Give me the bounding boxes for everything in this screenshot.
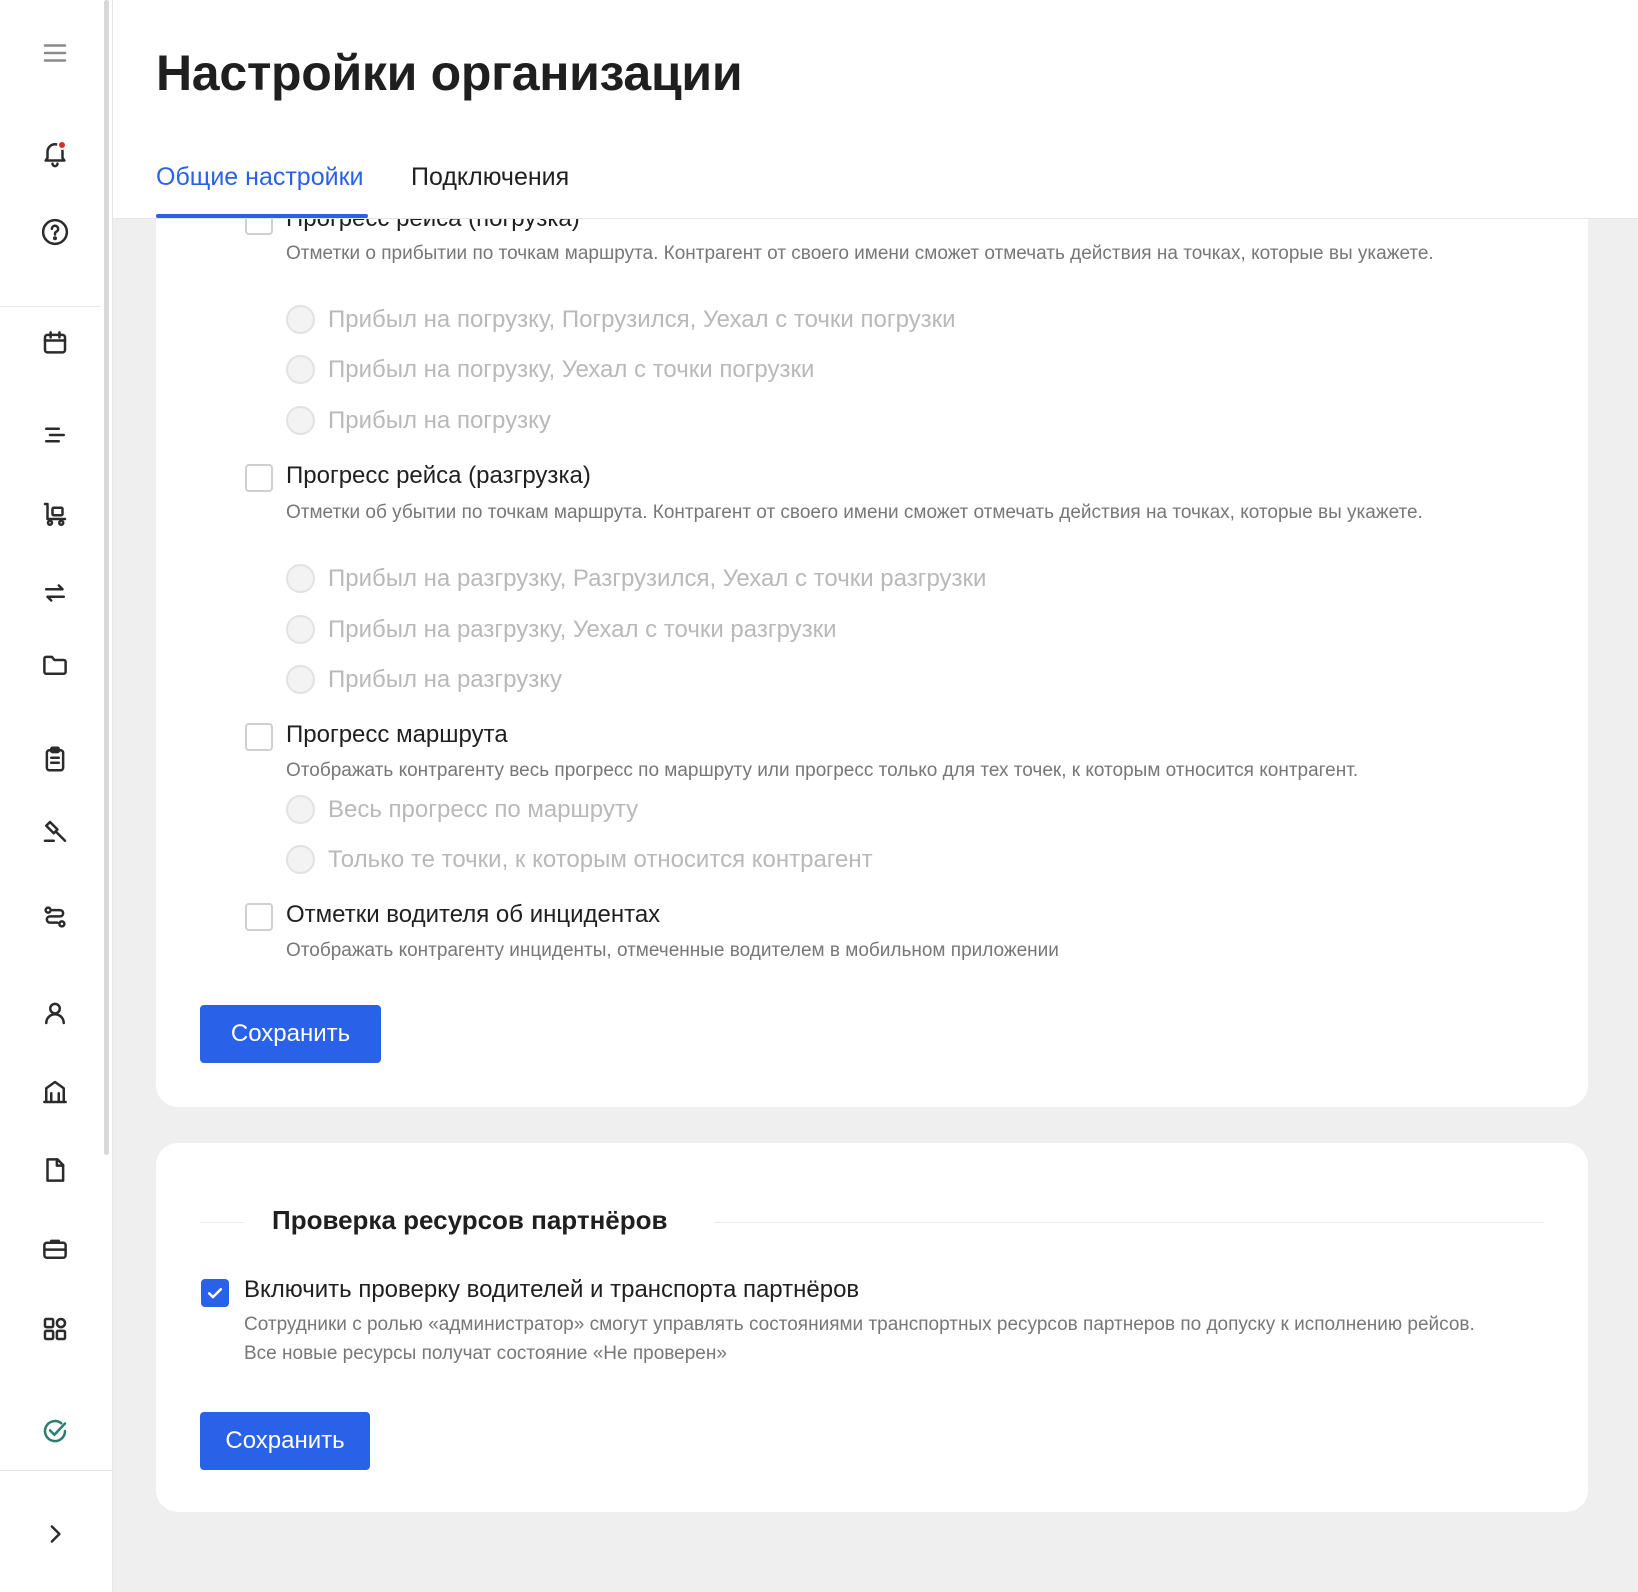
loading-option-radio-3[interactable] (286, 406, 315, 435)
help-icon[interactable] (35, 212, 75, 252)
active-tab-indicator (156, 214, 368, 218)
loading-option-label-2: Прибыл на погрузку, Уехал с точки погрузки (328, 356, 815, 383)
save-button[interactable]: Сохранить (200, 1005, 381, 1063)
calendar-icon[interactable] (35, 323, 75, 363)
partner-check-title: Включить проверку водителей и транспорта партнёров (244, 1276, 860, 1303)
unloading-option-label-1: Прибыл на разгрузку, Разгрузился, Уехал с точки разгрузки (328, 565, 987, 592)
hammer-icon[interactable] (35, 812, 75, 852)
loading-option-radio-2[interactable] (286, 355, 315, 384)
partner-check-card (156, 1143, 1588, 1512)
unloading-option-radio-2[interactable] (286, 615, 315, 644)
clipboard-icon[interactable] (35, 739, 75, 779)
briefcase-icon[interactable] (35, 1229, 75, 1269)
sidebar-divider (0, 306, 100, 307)
unloading-option-label-3: Прибыл на разгрузку (328, 666, 562, 693)
tab-general-settings[interactable]: Общие настройки (156, 163, 364, 191)
unloading-option-label-2: Прибыл на разгрузку, Уехал с точки разгрузки (328, 616, 837, 643)
unloading-progress-desc: Отметки об убытии по точкам маршрута. Контрагент от своего имени сможет отмечать действия на точках, которые вы укажете. (286, 502, 1423, 523)
route-option-label-2: Только те точки, к которым относится контрагент (328, 846, 873, 873)
user-icon[interactable] (35, 993, 75, 1033)
route-icon[interactable] (35, 897, 75, 937)
menu-icon[interactable] (35, 33, 75, 73)
bell-icon[interactable] (35, 133, 75, 173)
sidebar-divider-bottom (0, 1470, 113, 1471)
unloading-progress-title: Прогресс рейса (разгрузка) (286, 462, 591, 489)
partner-check-section-title: Проверка ресурсов партнёров (272, 1205, 668, 1235)
loading-option-label-3: Прибыл на погрузку (328, 407, 551, 434)
loading-option-label-1: Прибыл на погрузку, Погрузился, Уехал с точки погрузки (328, 306, 956, 333)
route-progress-desc: Отображать контрагенту весь прогресс по маршруту или прогресс только для тех точек, к которым относится контрагент. (286, 760, 1359, 781)
unloading-option-radio-3[interactable] (286, 665, 315, 694)
incidents-desc: Отображать контрагенту инциденты, отмеченные водителем в мобильном приложении (286, 940, 1059, 961)
route-option-radio-1[interactable] (286, 795, 315, 824)
chevron-right-icon[interactable] (35, 1514, 75, 1554)
list-icon[interactable] (35, 415, 75, 455)
route-progress-title: Прогресс маршрута (286, 721, 508, 748)
bank-icon[interactable] (35, 1072, 75, 1112)
partner-check-checkbox[interactable] (201, 1279, 229, 1307)
page-title: Настройки организации (156, 45, 743, 101)
unloading-progress-checkbox[interactable] (245, 464, 273, 492)
section-divider-left (200, 1222, 244, 1223)
cart-icon[interactable] (35, 494, 75, 534)
counterparty-settings-card (156, 219, 1588, 1107)
tab-connections[interactable]: Подключения (411, 163, 570, 191)
swap-icon[interactable] (35, 573, 75, 613)
incidents-checkbox[interactable] (245, 903, 273, 931)
checkmark-icon (205, 1283, 225, 1303)
route-progress-checkbox[interactable] (245, 723, 273, 751)
sidebar (0, 0, 113, 1592)
section-divider-right (714, 1222, 1544, 1223)
incidents-title: Отметки водителя об инцидентах (286, 901, 661, 928)
loading-option-radio-1[interactable] (286, 305, 315, 334)
apps-icon[interactable] (35, 1309, 75, 1349)
route-option-radio-2[interactable] (286, 845, 315, 874)
document-icon[interactable] (35, 1150, 75, 1190)
unloading-option-radio-1[interactable] (286, 564, 315, 593)
sidebar-scrollbar[interactable] (104, 0, 109, 1155)
page-header (113, 0, 1638, 219)
partner-check-desc: Сотрудники с ролью «администратор» смогут управлять состояниями транспортных ресурсов партнеров по допуску к исполнению рейсов. Все новые ресурсы получат состояние «Не проверен» (244, 1314, 1475, 1364)
route-option-label-1: Весь прогресс по маршруту (328, 796, 639, 823)
folder-icon[interactable] (35, 645, 75, 685)
loading-progress-desc: Отметки о прибытии по точкам маршрута. Контрагент от своего имени сможет отмечать действия на точках, которые вы укажете. (286, 243, 1434, 264)
notification-dot (57, 140, 67, 150)
check-circle-icon[interactable] (35, 1411, 75, 1451)
partner-save-button[interactable]: Сохранить (200, 1412, 370, 1470)
